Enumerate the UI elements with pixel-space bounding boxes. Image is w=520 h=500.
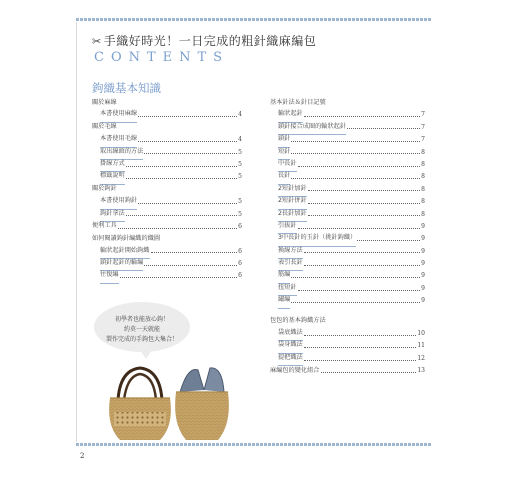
toc-page-number: 5 (238, 198, 242, 206)
toc-entry-label: 掛線方式 (100, 158, 125, 172)
dot-leader (304, 116, 420, 117)
dot-leader (298, 290, 421, 291)
toc-group-heading[interactable] (92, 221, 242, 233)
toc-page-number: 8 (421, 160, 425, 168)
toc-page-number: 5 (238, 160, 242, 168)
toc-page-number: 8 (421, 210, 425, 218)
dot-leader (144, 153, 237, 154)
toc-entry-label: 2短針併針 (278, 195, 307, 209)
toc-page-number: 9 (421, 297, 425, 305)
dot-leader (304, 347, 417, 348)
toc-page-number: 8 (421, 185, 425, 193)
dot-leader (138, 141, 237, 142)
dot-leader (304, 335, 417, 336)
scissors-icon: ✂ (92, 35, 102, 48)
dot-leader (126, 178, 237, 179)
top-dotted-rule (76, 18, 432, 21)
bubble-line: 約莫一天就能 (123, 326, 160, 333)
dot-leader (151, 252, 238, 253)
bubble-line: 初學者也能放心鉤！ (114, 316, 169, 323)
toc-entry-label: 引拔針 (278, 220, 297, 234)
dot-leader (298, 166, 421, 167)
toc-entry[interactable] (270, 122, 425, 134)
toc-page-number: 13 (417, 367, 425, 375)
toc-entry-label: 鎖針接合成圈的輪狀起針 (278, 121, 346, 135)
toc-page-number: 8 (421, 173, 425, 181)
dot-leader (138, 203, 237, 204)
toc-page-number: 6 (238, 260, 242, 268)
toc-entry-label: 表引長針 (278, 257, 303, 271)
toc-entry-label: 鎖針 (278, 133, 290, 147)
toc-group-heading[interactable] (270, 365, 425, 377)
toc-page-number: 11 (417, 342, 425, 350)
dot-leader (291, 277, 420, 278)
toc-page-number: 10 (417, 330, 425, 338)
toc-entry-label: 2長針加針 (278, 208, 307, 222)
toc-entry-label: 取出線頭的方法 (100, 146, 143, 160)
contents-heading: CONTENTS (94, 50, 230, 65)
toc-page-number: 9 (421, 222, 425, 230)
toc-entry[interactable] (270, 159, 425, 171)
book-kicker (92, 32, 316, 49)
toc-entry-label: 本書使用鉤針 (100, 195, 137, 209)
dot-leader (304, 265, 420, 266)
dot-leader (291, 178, 420, 179)
toc-entry[interactable] (270, 283, 425, 295)
toc-entry[interactable] (92, 171, 242, 183)
dot-leader (304, 252, 420, 253)
toc-entry-label: 本書使用毛線 (100, 133, 137, 147)
dot-leader (126, 166, 237, 167)
toc-page-number: 5 (238, 210, 242, 218)
toc-page-number: 9 (421, 272, 425, 280)
dot-leader (291, 153, 420, 154)
toc-left-column (92, 97, 242, 283)
toc-entry-label: 關於毛線 (92, 123, 117, 131)
toc-entry[interactable] (92, 109, 242, 121)
toc-entry[interactable] (270, 295, 425, 307)
left-margin-line (76, 22, 77, 442)
toc-entry-label: 關於鉤針 (92, 185, 117, 193)
dot-leader (308, 215, 420, 216)
toc-page-number: 8 (421, 148, 425, 156)
toc-entry-label: 鉤針拿法 (100, 208, 125, 222)
toc-entry[interactable] (92, 209, 242, 221)
toc-entry-label: 鎖針起針的輪編 (100, 257, 143, 271)
toc-entry-label: 扭短針 (278, 282, 297, 296)
toc-page-number: 4 (238, 111, 242, 119)
toc-entry-label: 袋底織法 (278, 327, 303, 341)
toc-page-number: 5 (238, 173, 242, 181)
toc-page-number: 6 (238, 247, 242, 255)
toc-page-number: 7 (421, 111, 425, 119)
dot-leader (291, 302, 420, 303)
toc-entry[interactable] (270, 134, 425, 146)
toc-right-column (270, 97, 425, 378)
toc-page-number: 9 (421, 247, 425, 255)
toc-page-number: 6 (238, 272, 242, 280)
toc-page-number: 12 (417, 354, 425, 362)
toc-entry[interactable] (270, 258, 425, 270)
toc-entry-label: 筋編 (278, 269, 290, 283)
toc-entry-label: 3中長針的玉針（挑針鉤織） (278, 232, 356, 246)
page-number: 2 (80, 452, 85, 460)
toc-entry-label: 如何閱讀鉤針編織的織圖 (92, 234, 161, 242)
toc-page-number: 8 (421, 198, 425, 206)
toc-page-number: 9 (421, 235, 425, 243)
toc-entry-label: 換線方法 (278, 245, 303, 259)
bottom-dotted-rule (76, 443, 432, 446)
toc-entry-label: 基本針法＆針目記號 (270, 98, 326, 106)
toc-page-number: 6 (238, 222, 242, 230)
toc-entry-label: 關於麻線 (92, 98, 117, 106)
bubble-tail (140, 350, 152, 359)
crochet-bags-photo (100, 360, 230, 442)
dot-leader (120, 277, 238, 278)
toc-page-number: 7 (421, 123, 425, 131)
kicker-text: 手織好時光！一日完成的粗針織麻編包 (103, 34, 317, 48)
jute-bag-left (109, 368, 171, 440)
toc-entry-label: 往復編 (100, 269, 119, 283)
dot-leader (138, 116, 237, 117)
dot-leader (308, 203, 420, 204)
toc-entry-label: 包包的基本鉤織方法 (270, 317, 326, 325)
toc-page-number: 5 (238, 148, 242, 156)
toc-entry-label: 本書使用麻線 (100, 108, 137, 122)
toc-page-number: 4 (238, 136, 242, 144)
toc-entry-label: 提把織法 (278, 352, 303, 366)
dot-leader (347, 128, 420, 129)
dot-leader (357, 240, 420, 241)
toc-page-number: 9 (421, 260, 425, 268)
bubble-line: 製作完成的手鉤包大集合！ (105, 336, 178, 343)
toc-entry-label: 短針 (278, 146, 290, 160)
toc-page-number: 9 (421, 284, 425, 292)
toc-page-number: 7 (421, 136, 425, 144)
dot-leader (291, 141, 420, 142)
toc-entry-label: 輪狀起針 (278, 108, 303, 122)
toc-entry-label: 長針 (278, 170, 290, 184)
section-title: 鉤織基本知識 (92, 81, 161, 95)
dot-leader (144, 265, 237, 266)
dot-leader (321, 372, 417, 373)
dot-leader (298, 228, 421, 229)
toc-entry-label: 袋身織法 (278, 339, 303, 353)
toc-entry-label: 繡編 (278, 294, 290, 308)
toc-entry[interactable] (270, 353, 425, 365)
toc-entry-label: 輪狀起針開始鉤織 (100, 245, 150, 259)
toc-entry-label: 2短針加針 (278, 183, 307, 197)
toc-entry-label: 標籤說明 (100, 170, 125, 184)
toc-entry-label: 麻編包的變化組合 (270, 366, 320, 374)
speech-bubble (94, 302, 190, 352)
jute-bag-right (175, 368, 229, 440)
dot-leader (304, 360, 417, 361)
toc-entry-label: 中長針 (278, 158, 297, 172)
toc-entry[interactable] (92, 270, 242, 282)
dot-leader (118, 228, 237, 229)
dot-leader (126, 215, 237, 216)
toc-entry-label: 便利工具 (92, 222, 117, 230)
dot-leader (308, 190, 420, 191)
